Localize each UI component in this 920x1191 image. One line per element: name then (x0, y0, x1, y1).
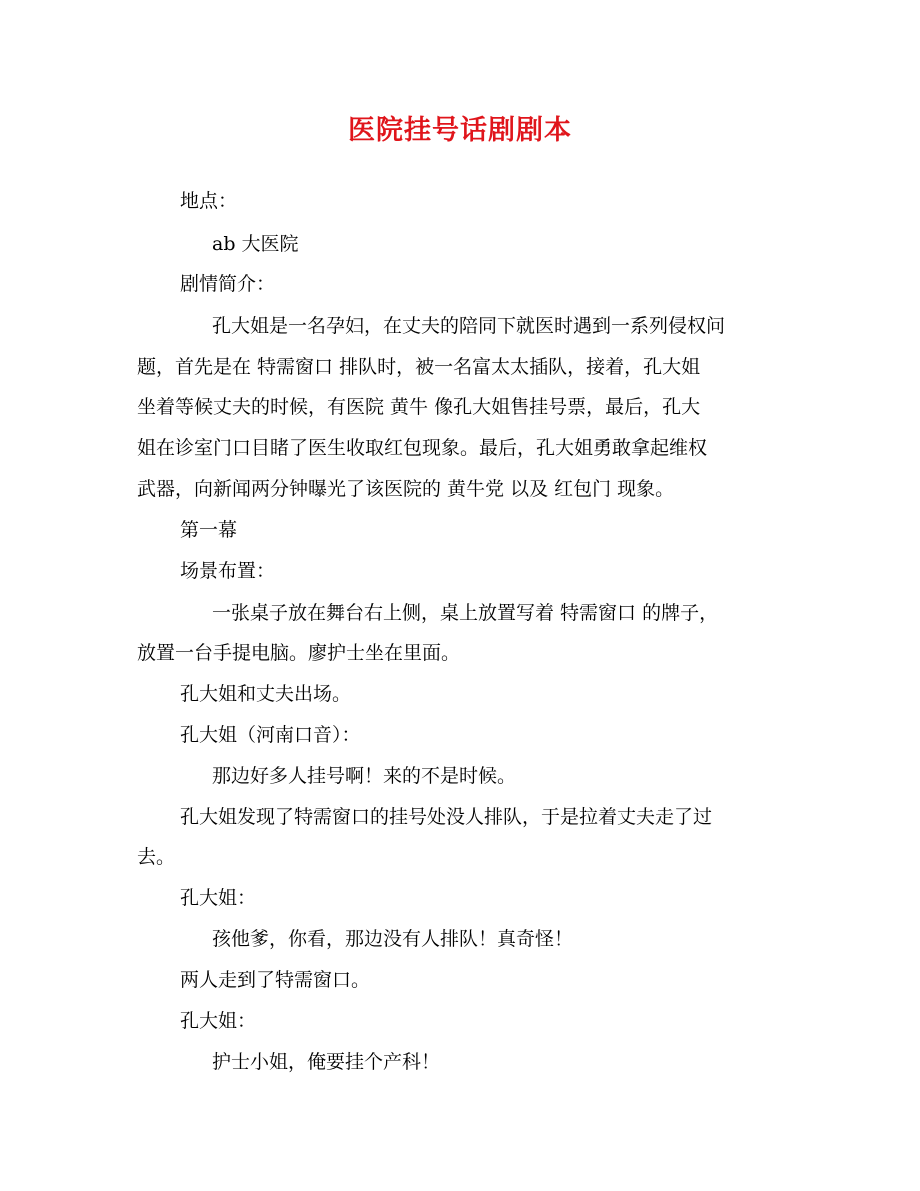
scene-line: 放置一台手提电脑。廖护士坐在里面。 (137, 642, 461, 664)
dialogue-line: 护士小姐，俺要挂个产科！ (212, 1051, 441, 1073)
section-label-scene: 场景布置： (180, 560, 276, 582)
dialogue-line: 那边好多人挂号啊！来的不是时候。 (212, 765, 517, 787)
stage-direction: 孔大姐发现了特需窗口的挂号处没人排队，于是拉着丈夫走了过 (180, 806, 713, 828)
speaker-label: 孔大姐： (180, 1010, 257, 1032)
synopsis-line: 孔大姐是一名孕妇，在丈夫的陪同下就医时遇到一系列侵权问 (212, 315, 726, 337)
act-heading: 第一幕 (180, 519, 238, 541)
stage-direction: 去。 (137, 846, 176, 868)
speaker-label: 孔大姐： (180, 887, 257, 909)
stage-direction: 两人走到了特需窗口。 (180, 969, 371, 991)
location-text: ab 大医院 (212, 233, 299, 255)
document-title: 医院挂号话剧剧本 (348, 115, 572, 146)
dialogue-line: 孩他爹，你看，那边没有人排队！真奇怪！ (212, 928, 574, 950)
stage-direction: 孔大姐和丈夫出场。 (180, 683, 352, 705)
scene-line: 一张桌子放在舞台右上侧，桌上放置写着 特需窗口 的牌子， (212, 602, 719, 624)
synopsis-line: 武器，向新闻两分钟曝光了该医院的 黄牛党 以及 红包门 现象。 (137, 478, 675, 500)
synopsis-line: 题，首先是在 特需窗口 排队时，被一名富太太插队，接着，孔大姐 (137, 356, 701, 378)
synopsis-line: 姐在诊室门口目睹了医生收取红包现象。最后，孔大姐勇敢拿起维权 (137, 437, 708, 459)
section-label-location: 地点： (180, 190, 238, 212)
synopsis-line: 坐着等候丈夫的时候，有医院 黄牛 像孔大姐售挂号票，最后，孔大 (137, 396, 701, 418)
section-label-synopsis: 剧情简介： (180, 273, 276, 295)
speaker-label: 孔大姐（河南口音）： (180, 724, 361, 746)
